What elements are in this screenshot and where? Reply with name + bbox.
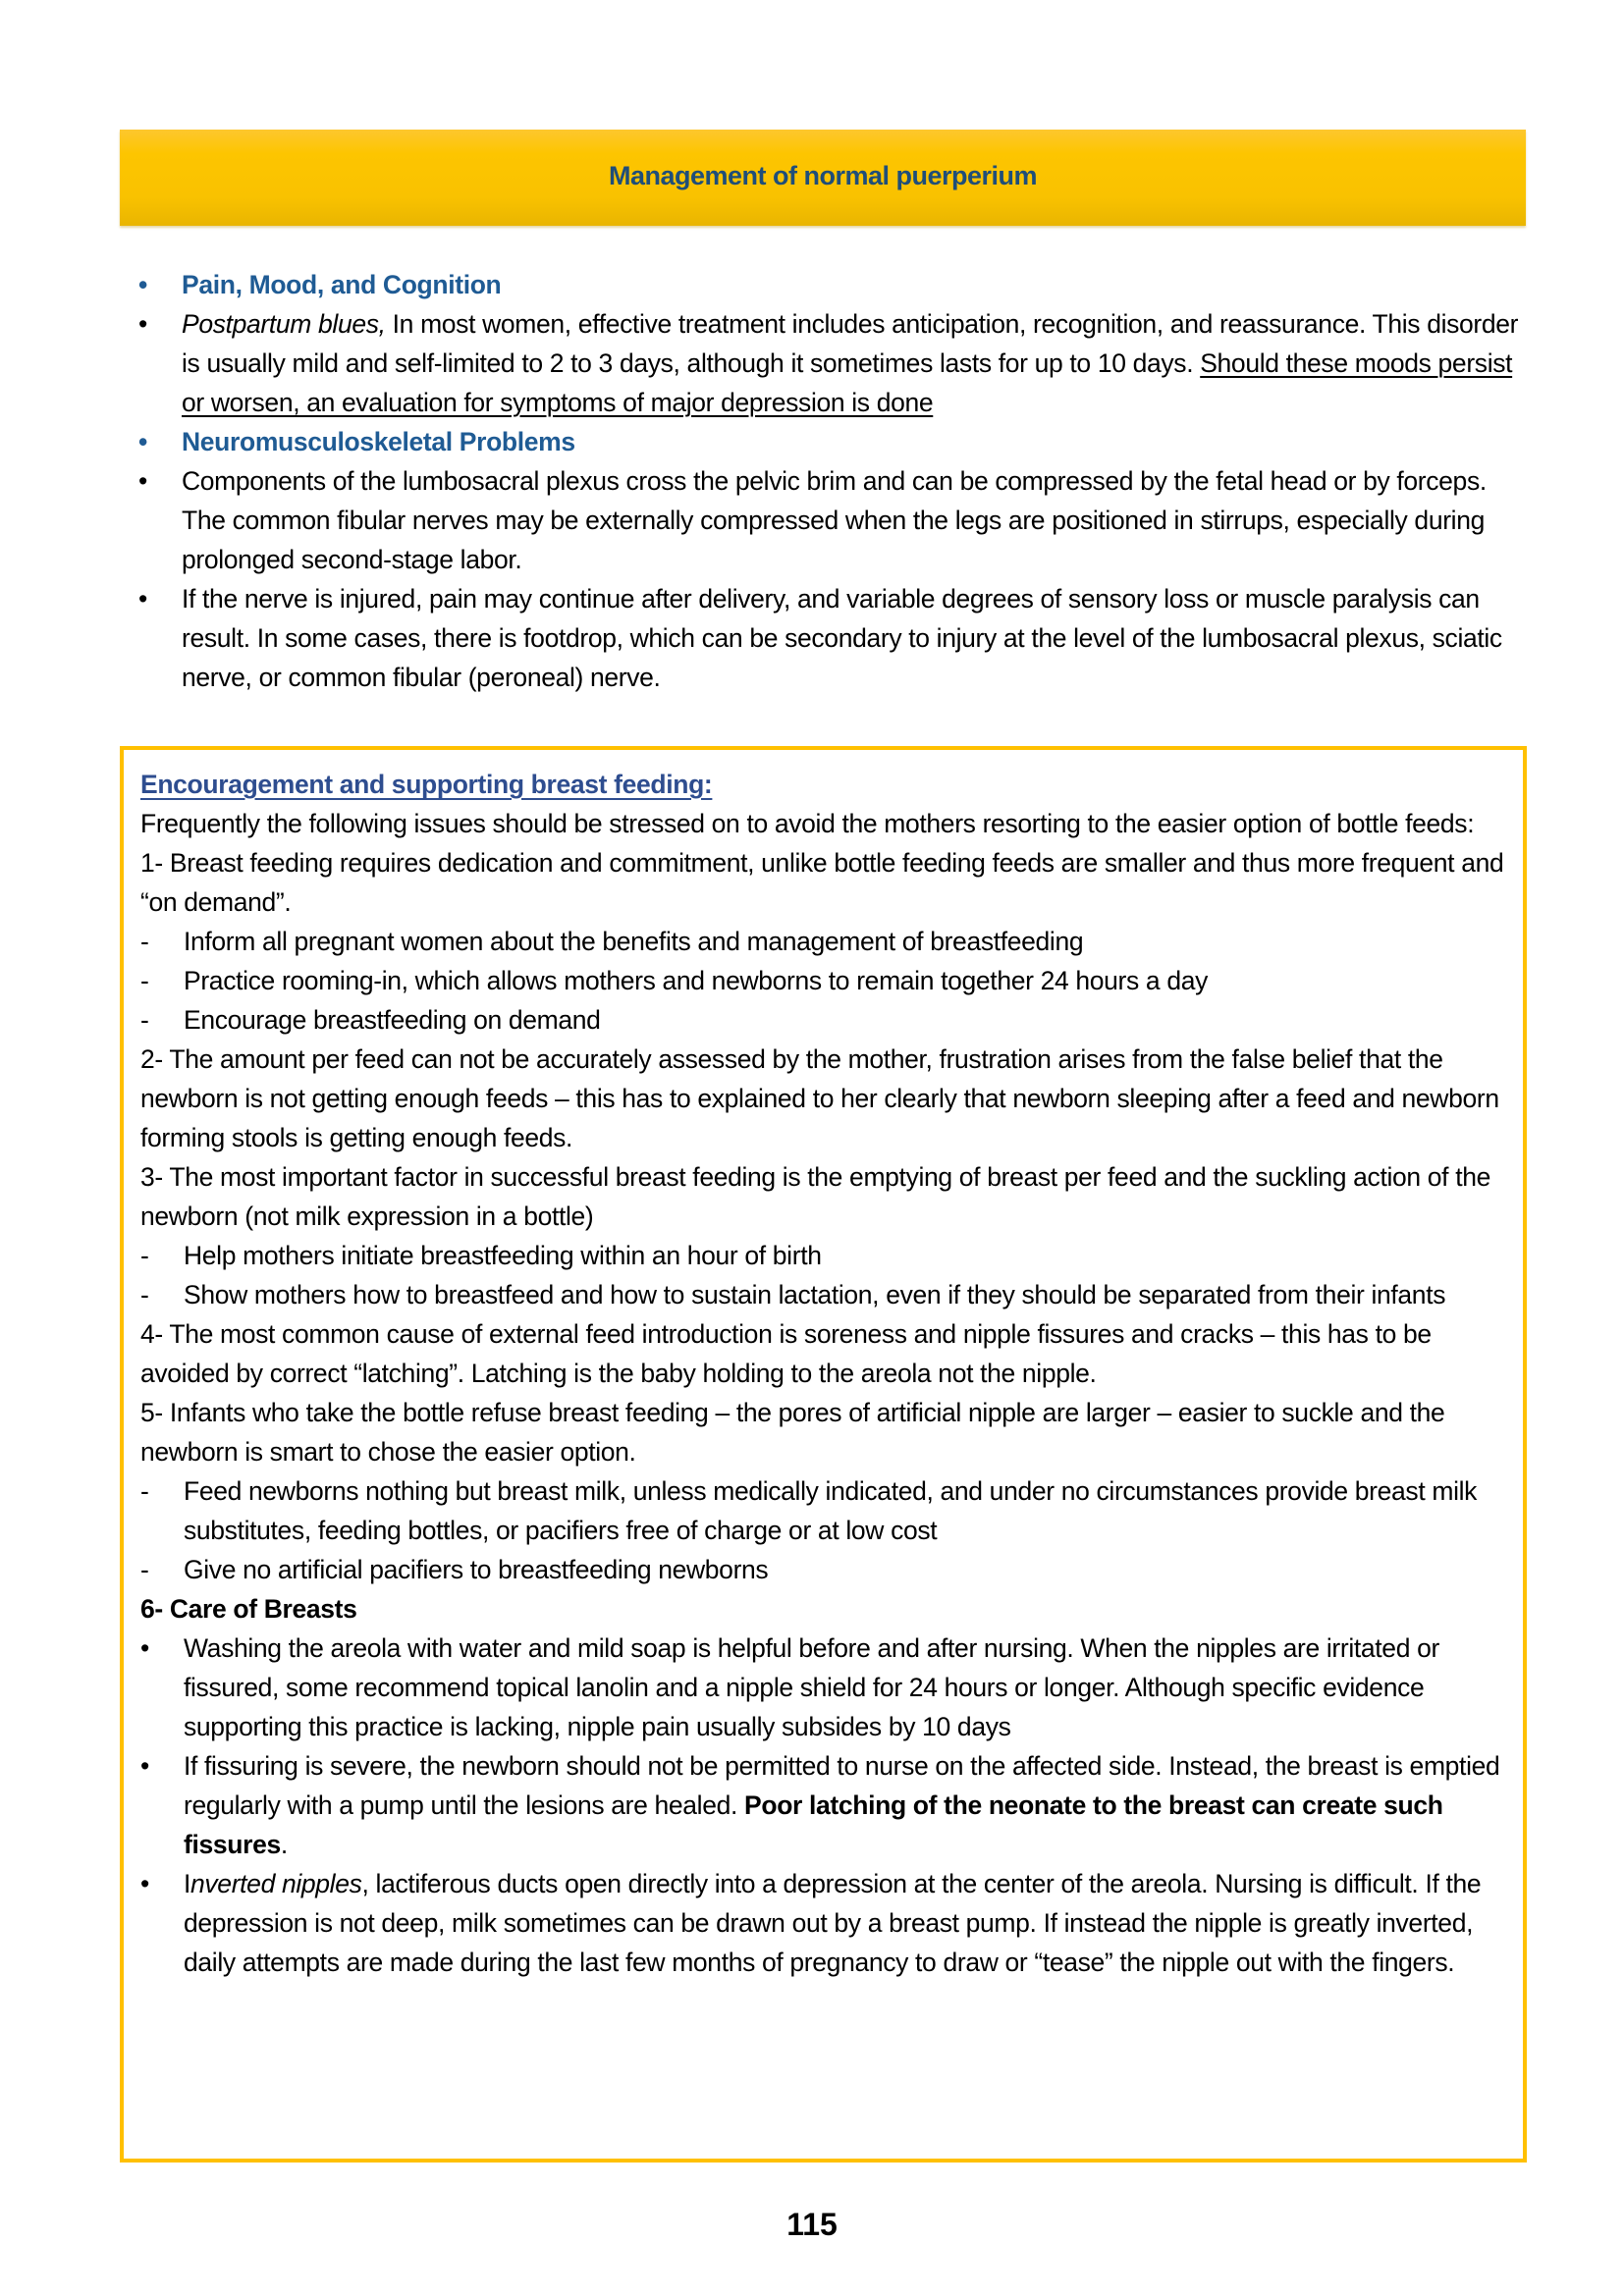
term-inverted-nipples: nverted nipples bbox=[190, 1869, 362, 1898]
dash-icon: - bbox=[140, 1555, 149, 1584]
dash-icon: - bbox=[140, 1476, 149, 1506]
list-item-heading: • Neuromusculoskeletal Problems bbox=[138, 422, 1533, 461]
dash-icon: - bbox=[140, 1241, 149, 1270]
page-title: Management of normal puerperium bbox=[608, 160, 1038, 190]
list-item: - Inform all pregnant women about the benefits and management of breastfeeding bbox=[140, 922, 1515, 961]
list-item: • If fissuring is severe, the newborn should not be permitted to nurse on the affected side. Instead, the breast is emptied regularly with a pump until the lesions are healed. Poor latching of the neonate to the breast can create such fissures. bbox=[140, 1746, 1515, 1864]
page-number: 115 bbox=[786, 2207, 838, 2242]
term-postpartum-blues: Postpartum blues, bbox=[182, 309, 386, 339]
bullet-icon: • bbox=[138, 309, 147, 339]
bullet-icon: • bbox=[140, 1633, 149, 1663]
list-item: • Inverted nipples, lactiferous ducts open directly into a depression at the center of the areola. Nursing is difficult. If the depression is not deep, milk sometimes can be drawn out by a breast pump. If instead the nipple is greatly inverted, daily attempts are made during the last few months of pregnancy to draw or “tease” the nipple out with the fingers. bbox=[140, 1864, 1515, 1982]
list-item-heading: • Pain, Mood, and Cognition bbox=[138, 265, 1533, 304]
dash-icon: - bbox=[140, 1280, 149, 1309]
list-item: • Components of the lumbosacral plexus cross the pelvic brim and can be compressed by the fetal head or by forceps. The common fibular nerves may be externally compressed when the legs are positioned in stirrups, especially during prolonged second-stage labor. bbox=[138, 461, 1533, 579]
bullet-icon: • bbox=[140, 1869, 149, 1898]
list-item: - Practice rooming-in, which allows mothers and newborns to remain together 24 hours a day bbox=[140, 961, 1515, 1000]
list-item: • Washing the areola with water and mild soap is helpful before and after nursing. When the nipples are irritated or fissured, some recommend topical lanolin and a nipple shield for 24 hours or longer. Although specific evidence supporting this practice is lacking, nipple pain usually subsides by 10 days bbox=[140, 1629, 1515, 1746]
point-4: 4- The most common cause of external feed introduction is soreness and nipple fissures and cracks – this has to be avoided by correct “latching”. Latching is the baby holding to the areola not the nipple. bbox=[140, 1319, 1432, 1388]
box-title: Encouragement and supporting breast feeding: bbox=[140, 770, 713, 799]
dash-icon: - bbox=[140, 966, 149, 995]
dash-icon: - bbox=[140, 927, 149, 956]
point-3: 3- The most important factor in successful breast feeding is the emptying of breast per feed and the suckling action of the newborn (not milk expression in a bottle) bbox=[140, 1162, 1490, 1231]
puerperium-problems-list bbox=[138, 265, 1533, 697]
bullet-icon: • bbox=[138, 427, 147, 456]
bullet-icon: • bbox=[138, 584, 147, 614]
dash-icon: - bbox=[140, 1005, 149, 1035]
list-item: - Help mothers initiate breastfeeding within an hour of birth bbox=[140, 1236, 1515, 1275]
bullet-icon: • bbox=[138, 466, 147, 496]
point-5: 5- Infants who take the bottle refuse breast feeding – the pores of artificial nipple are larger – easier to suckle and the newborn is smart to chose the easier option. bbox=[140, 1398, 1445, 1467]
list-item: - Encourage breastfeeding on demand bbox=[140, 1000, 1515, 1040]
list-item: • If the nerve is injured, pain may continue after delivery, and variable degrees of sensory loss or muscle paralysis can result. In some cases, there is footdrop, which can be secondary to injury at the level of the lumbosacral plexus, sciatic nerve, or common fibular (peroneal) nerve. bbox=[138, 579, 1533, 697]
list-item: • Postpartum blues, In most women, effective treatment includes anticipation, recognition, and reassurance. This disorder is usually mild and self-limited to 2 to 3 days, although it sometimes lasts for up to 10 days. Should these moods persist or worsen, an evaluation for symptoms of major depression is done bbox=[138, 304, 1533, 422]
bullet-icon: • bbox=[138, 270, 147, 299]
section-header-banner bbox=[120, 130, 1526, 226]
list-item: - Give no artificial pacifiers to breastfeeding newborns bbox=[140, 1550, 1515, 1589]
underlined-note: Should these moods persist or worsen, an evaluation for symptoms of major depression is done bbox=[182, 348, 1513, 417]
breastfeeding-box bbox=[120, 746, 1527, 2163]
list-item: - Feed newborns nothing but breast milk, unless medically indicated, and under no circumstances provide breast milk substitutes, feeding bottles, or pacifiers free of charge or at low cost bbox=[140, 1471, 1515, 1550]
list-item: - Show mothers how to breastfeed and how to sustain lactation, even if they should be separated from their infants bbox=[140, 1275, 1515, 1314]
point-2: 2- The amount per feed can not be accurately assessed by the mother, frustration arises from the false belief that the newborn is not getting enough feeds – this has to explained to her clearly that newborn sleeping after a feed and newborn forming stools is getting enough feeds. bbox=[140, 1044, 1499, 1152]
emphasis-text: Poor latching of the neonate to the breast can create such fissures bbox=[184, 1790, 1443, 1859]
intro-paragraph: Frequently the following issues should be stressed on to avoid the mothers resorting to the easier option of bottle feeds: bbox=[140, 809, 1475, 838]
bullet-icon: • bbox=[140, 1751, 149, 1781]
point-6-title: 6- Care of Breasts bbox=[140, 1594, 357, 1624]
point-1: 1- Breast feeding requires dedication and commitment, unlike bottle feeding feeds are smaller and thus more frequent and “on demand”. bbox=[140, 848, 1504, 917]
